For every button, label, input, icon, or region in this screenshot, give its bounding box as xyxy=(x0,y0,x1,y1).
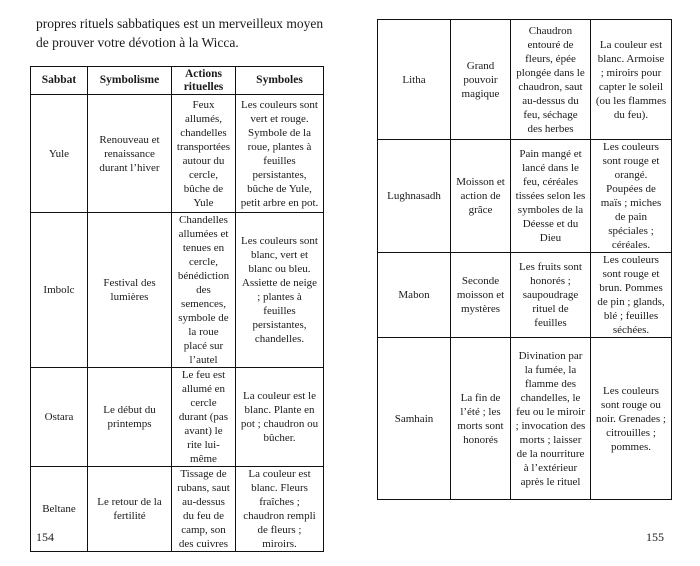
header-symbolisme: Symbolisme xyxy=(88,67,172,95)
table-row xyxy=(378,338,672,500)
cell-sabbat: Ostara xyxy=(31,368,88,467)
table-row xyxy=(31,368,324,467)
cell-actions: Les fruits sont honorés ; saupoudrage rituel de feuilles xyxy=(511,253,591,338)
header-sabbat: Sabbat xyxy=(31,67,88,95)
cell-sabbat: Lughnasadh xyxy=(378,140,451,253)
cell-symboles: Les couleurs sont rouge ou noir. Grenades ; citrouilles ; pommes. xyxy=(591,338,672,500)
cell-symboles: La couleur est blanc. Fleurs fraîches ; chaudron rempli de fleurs ; miroirs. xyxy=(236,467,324,552)
cell-actions: Le feu est allumé en cercle durant (pas avant) le rite lui-même xyxy=(172,368,236,467)
cell-symboles: Les couleurs sont blanc, vert et blanc ou bleu. Assiette de neige ; plantes à feuilles persistantes, chandelles. xyxy=(236,213,324,368)
table-row xyxy=(378,140,672,253)
cell-sabbat: Yule xyxy=(31,95,88,213)
cell-actions: Divination par la fumée, la flamme des chandelles, le feu ou le miroir ; invocation des morts ; laisser de la nourriture à l’extérieur après le rituel xyxy=(511,338,591,500)
cell-symboles: La couleur est le blanc. Plante en pot ; chaudron ou bûcher. xyxy=(236,368,324,467)
table-row xyxy=(31,467,324,552)
page-number: 154 xyxy=(36,530,54,544)
cell-symboles: La couleur est blanc. Armoise ; miroirs pour capter le soleil (ou les flammes du feu). xyxy=(591,20,672,140)
cell-symbolisme: Renouveau et renaissance durant l’hiver xyxy=(88,95,172,213)
cell-actions: Feux allumés, chandelles transportées autour du cercle, bûche de Yule xyxy=(172,95,236,213)
intro-paragraph: propres rituels sabbatiques est un merveilleux moyen de prouver votre dévotion à la Wicca. xyxy=(36,16,324,50)
header-symboles: Symboles xyxy=(236,67,324,95)
table-row xyxy=(378,20,672,140)
page-number: 155 xyxy=(646,530,664,544)
cell-symbolisme: Le début du printemps xyxy=(88,368,172,467)
sabbat-table-right xyxy=(377,19,672,500)
cell-symbolisme: Grand pouvoir magique xyxy=(451,20,511,140)
cell-sabbat: Imbolc xyxy=(31,213,88,368)
table-row xyxy=(378,253,672,338)
cell-symboles: Les couleurs sont rouge et orangé. Poupées de maïs ; miches de pain spéciales ; céréales. xyxy=(591,140,672,253)
cell-actions: Chandelles allumées et tenues en cercle, bénédiction des semences, symbole de la roue placé sur l’autel xyxy=(172,213,236,368)
cell-symbolisme: Le retour de la fertilité xyxy=(88,467,172,552)
right-page xyxy=(350,0,700,566)
cell-sabbat: Samhain xyxy=(378,338,451,500)
header-actions: Actions rituelles xyxy=(172,67,236,95)
table-row xyxy=(31,213,324,368)
table-header-row xyxy=(31,67,324,95)
cell-sabbat: Beltane xyxy=(31,467,88,552)
cell-symbolisme: Moisson et action de grâce xyxy=(451,140,511,253)
cell-symbolisme: Festival des lumières xyxy=(88,213,172,368)
cell-actions: Tissage de rubans, saut au-dessus du feu de camp, son des cuivres xyxy=(172,467,236,552)
cell-symboles: Les couleurs sont rouge et brun. Pommes de pin ; glands, blé ; feuilles séchées. xyxy=(591,253,672,338)
cell-symbolisme: La fin de l’été ; les morts sont honorés xyxy=(451,338,511,500)
sabbat-table-left xyxy=(30,66,324,552)
cell-actions: Pain mangé et lancé dans le feu, céréales tissées selon les symboles de la Déesse et du Dieu xyxy=(511,140,591,253)
cell-actions: Chaudron entouré de fleurs, épée plongée dans le chaudron, saut au-dessus du feu, séchage des herbes xyxy=(511,20,591,140)
table-row xyxy=(31,95,324,213)
cell-symboles: Les couleurs sont vert et rouge. Symbole de la roue, plantes à feuilles persistantes, bûche de Yule, petit arbre en pot. xyxy=(236,95,324,213)
cell-sabbat: Mabon xyxy=(378,253,451,338)
cell-symbolisme: Seconde moisson et mystères xyxy=(451,253,511,338)
cell-sabbat: Litha xyxy=(378,20,451,140)
